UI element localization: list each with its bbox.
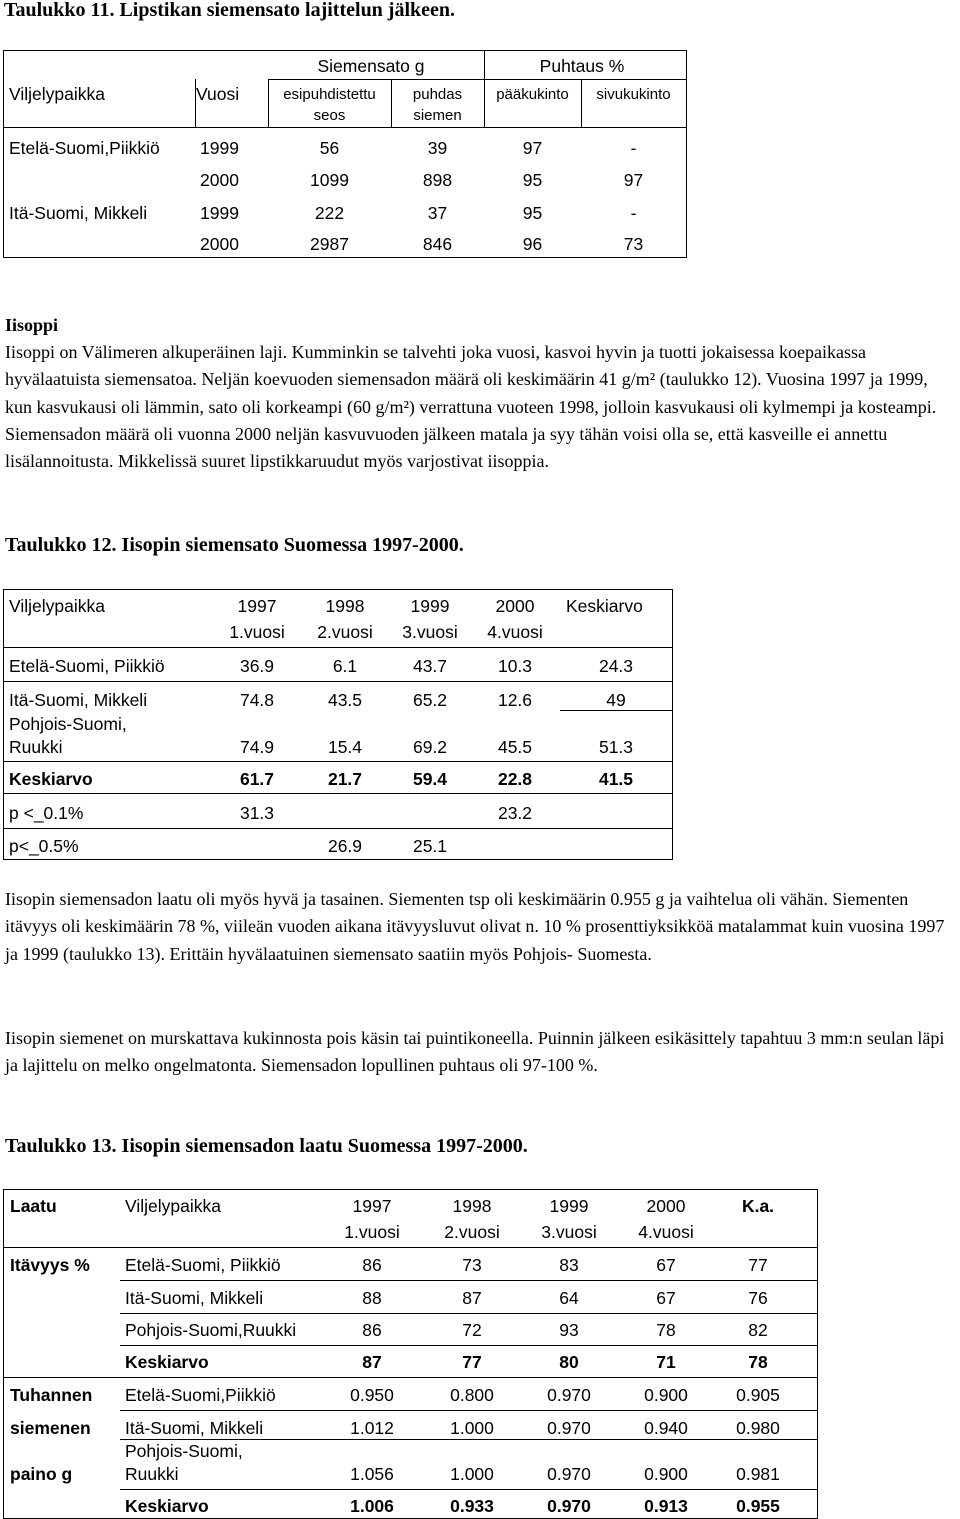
t13-header-quality: Laatu bbox=[10, 1196, 57, 1216]
t11-sub-main-inflorescence: pääkukinto bbox=[496, 86, 569, 103]
t11-sub-precleaned: esipuhdistettu bbox=[283, 86, 376, 103]
table-12-title: Taulukko 12. Iisopin siemensato Suomessa 1997-2000. bbox=[5, 534, 464, 556]
table-11-title: Taulukko 11. Lipstikan siemensato lajittelun jälkeen. bbox=[4, 0, 456, 21]
t13-header-place: Viljelypaikka bbox=[125, 1196, 221, 1216]
t11-header-place: Viljelypaikka bbox=[9, 84, 105, 104]
t11-header-year: Vuosi bbox=[196, 84, 240, 104]
t13-header-average: K.a. bbox=[741, 1196, 775, 1216]
t11-header-purity: Puhtaus % bbox=[539, 56, 625, 76]
t11-header-seed-yield: Siemensato g bbox=[317, 56, 425, 76]
body-paragraph-2: Iisopin siemensadon laatu oli myös hyvä ja tasainen. Siementen tsp oli keskimäärin 0.955 g ja vaihtelua oli vähän. Siementen itävyys oli keskimäärin 78 %, viileän vuoden aikana itävyysluvut olivat n. 10 % prosenttiyksikköä matalammat kuin vuosina 1997 ja 1999 (taulukko 13). Erittäin hyvälaatuinen siemensato saatiin myös Pohjois- Suomesta. bbox=[5, 889, 945, 964]
t13-group-germination: Itävyys % bbox=[10, 1255, 90, 1275]
t11-sub-side-inflorescence: sivukukinto bbox=[596, 86, 671, 103]
t13-group-tsw: Tuhannen bbox=[10, 1385, 93, 1405]
t11-sub-clean: puhdas bbox=[412, 86, 463, 103]
t11-sub-precleaned-2: seos bbox=[313, 107, 346, 124]
table-13-title: Taulukko 13. Iisopin siemensadon laatu Suomessa 1997-2000. bbox=[5, 1135, 528, 1157]
body-paragraph-1: Iisoppi on Välimeren alkuperäinen laji. Kumminkin se talvehti joka vuosi, kasvoi hyvin ja tuotti jokaisessa koepaikassa hyvälaatuista siemensatoa. Neljän koevuoden siemensadon määrä oli keskimäärin 41 g/m² (taulukko 12). Vuosina 1997 ja 1999, kun kasvukausi oli lämmin, sato oli korkeampi (60 g/m²) verrattuna vuoteen 1998, jolloin kasvukausi oli kylmempi ja kosteampi. Siemensadon määrä oli vuonna 2000 neljän kasvuvuoden jälkeen matala ja syy tähän voisi olla se, että kasveille ei annettu lisälannoitusta. Mikkelissä suuret lipstikkaruudut myös varjostivat iisoppia. bbox=[5, 342, 937, 472]
section-heading: Iisoppi bbox=[5, 315, 59, 335]
t12-header-average: Keskiarvo bbox=[566, 596, 643, 616]
body-paragraph-3: Iisopin siemenet on murskattava kukinnosta pois käsin tai puintikoneella. Puinnin jälkeen esikäsittely tapahtuu 3 mm:n seulan läpi ja lajittelu on melko ongelmatonta. Siemensadon lopullinen puhtaus oli 97-100 %. bbox=[5, 1028, 945, 1076]
t12-header-place: Viljelypaikka bbox=[9, 596, 105, 616]
t11-sub-clean-2: siemen bbox=[413, 107, 462, 124]
